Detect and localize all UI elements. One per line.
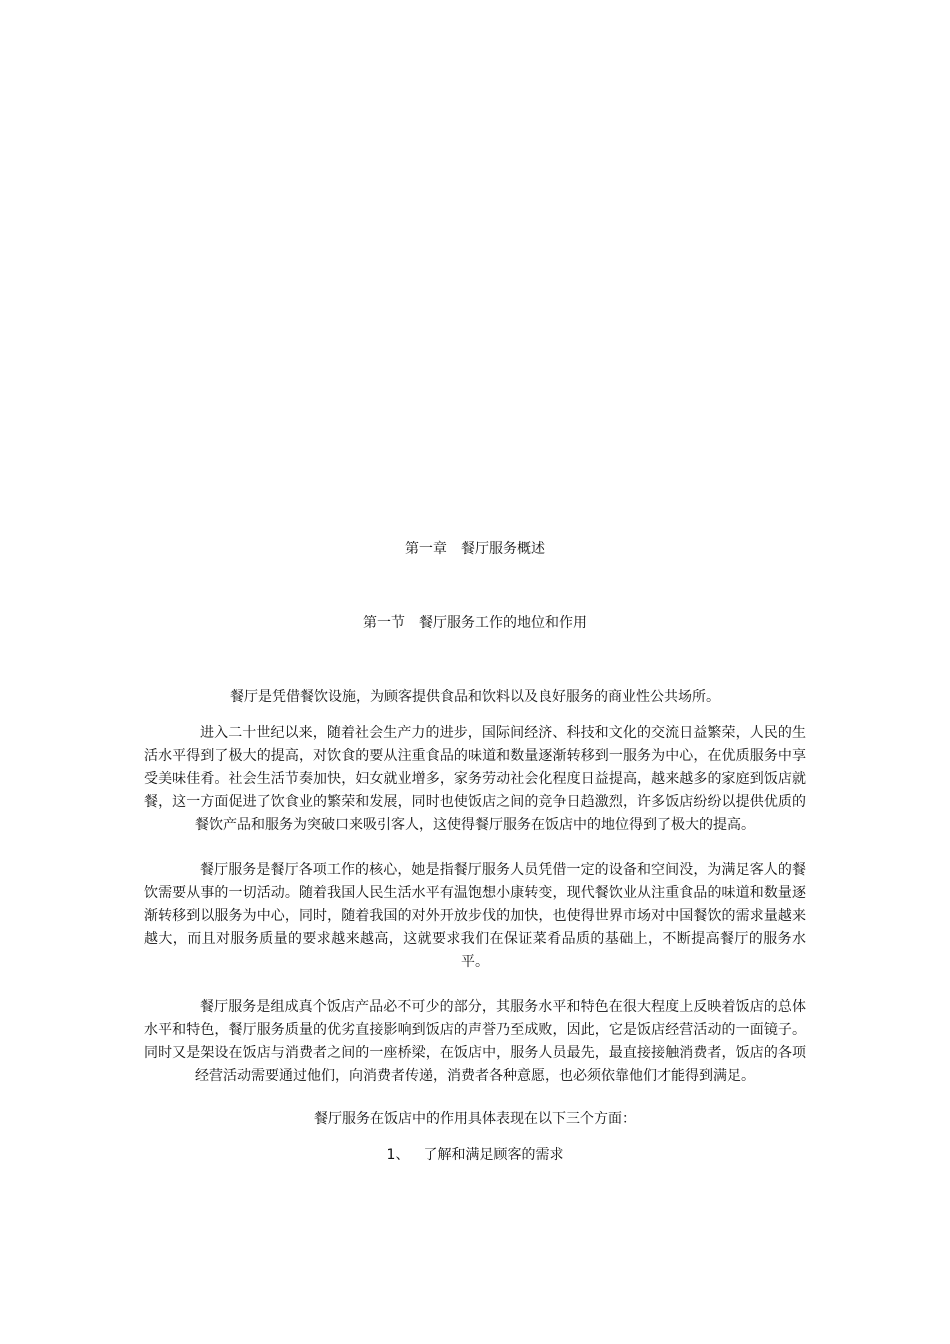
list-item-text: 了解和满足顾客的需求: [423, 1147, 564, 1163]
chapter-heading: [0, 537, 950, 561]
section-number: 第一节: [363, 615, 405, 631]
chapter-title: 餐厅服务概述: [461, 541, 545, 557]
paragraph-core: 餐厅服务是餐厅各项工作的核心，她是指餐厅服务人员凭借一定的设备和空间没，为满足客人的餐饮需要从事的一切活动。随着我国人民生活水平有温饱想小康转变，现代餐饮业从注重食品的味道和数量逐渐转移到以服务为中心，同时，随着我国的对外开放步伐的加快，也使得世界市场对中国餐饮的需求量越来越大，而且对服务质量的要求越来越高，这就要求我们在保证菜肴品质的基础上，不断提高餐厅的服务水平。: [144, 862, 806, 970]
list-item: [0, 1143, 950, 1167]
section-title: 餐厅服务工作的地位和作用: [419, 615, 587, 631]
paragraph-development: 进入二十世纪以来，随着社会生产力的进步，国际间经济、科技和文化的交流日益繁荣，人民的生活水平得到了极大的提高，对饮食的要从注重食品的味道和数量逐渐转移到一服务为中心，在优质服务中享受美味佳肴。社会生活节奏加快，妇女就业增多，家务劳动社会化程度日益提高，越来越多的家庭到饭店就餐，这一方面促进了饮食业的繁荣和发展，同时也使饭店之间的竞争日趋激烈，许多饭店纷纷以提供优质的餐饮产品和服务为突破口来吸引客人，这使得餐厅服务在饭店中的地位得到了极大的提高。: [144, 725, 806, 833]
paragraph-intro: 餐厅是凭借餐饮设施，为顾客提供食品和饮料以及良好服务的商业性公共场所。: [230, 689, 720, 705]
section-heading: [0, 611, 950, 635]
chapter-number: 第一章: [405, 541, 447, 557]
paragraph-roles-intro: 餐厅服务在饭店中的作用具体表现在以下三个方面：: [314, 1111, 636, 1127]
list-item-number: 1、: [386, 1147, 410, 1163]
paragraph-component: 餐厅服务是组成真个饭店产品必不可少的部分，其服务水平和特色在很大程度上反映着饭店的总体水平和特色，餐厅服务质量的优劣直接影响到饭店的声誉乃至成败，因此，它是饭店经营活动的一面镜子。同时又是架设在饭店与消费者之间的一座桥梁，在饭店中，服务人员最先，最直接接触消费者，饭店的各项经营活动需要通过他们，向消费者传递，消费者各种意愿，也必须依靠他们才能得到满足。: [144, 999, 806, 1084]
